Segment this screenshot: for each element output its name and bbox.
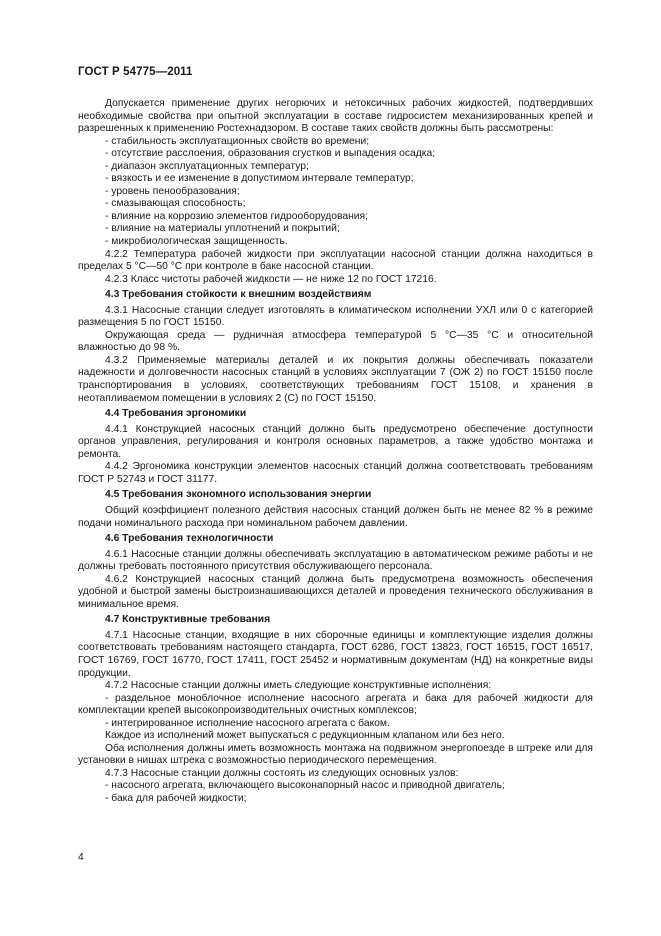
- paragraph: 4.7.2 Насосные станции должны иметь следующие конструктивные исполнения:: [105, 680, 492, 692]
- paragraph: 4.4.1 Конструкцией насосных станций должно быть предусмотрено обеспечение доступности органов управления, регулирования и контроля основных параметров, а также удобство монтажа и ремонта.: [78, 423, 593, 460]
- page-number: 4: [78, 852, 84, 863]
- paragraph: 4.3.1 Насосные станции следует изготовлять в климатическом исполнении УХЛ или 0 с категорией размещения 5 по ГОСТ 15150.: [78, 304, 593, 329]
- list-item: - отсутствие расслоения, образования сгустков и выпадения осадка;: [105, 148, 436, 160]
- paragraph: - раздельное моноблочное исполнение насосного агрегата и бака для рабочей жидкости для комплектации крепей высокопроизводительных очистных комплексов;: [78, 692, 593, 717]
- document-header: ГОСТ Р 54775—2011: [78, 66, 193, 78]
- paragraph: Окружающая среда — рудничная атмосфера температурой 5 °С—35 °С и относительной влажностью до 98 %.: [78, 329, 593, 354]
- section-heading: 4.4 Требования эргономики: [105, 408, 247, 420]
- list-item: - насосного агрегата, включающего высоконапорный насос и приводной двигатель;: [105, 780, 505, 792]
- paragraph: 4.6.2 Конструкцией насосных станций должна быть предусмотрена возможность обеспечения удобной и быстрой замены быстроизнашивающихся деталей и проведения технического обслуживания в минимальное время.: [78, 573, 593, 610]
- list-item: - влияние на материалы уплотнений и покрытий;: [105, 223, 340, 235]
- document-body: [78, 98, 593, 806]
- paragraph: Общий коэффициент полезного действия насосных станций должен быть не менее 82 % в режиме подачи номинального расхода при номинальном рабочем давлении.: [78, 504, 593, 529]
- list-item: - вязкость и ее изменение в допустимом интервале температур;: [105, 173, 414, 185]
- section-heading: 4.3 Требования стойкости к внешним воздействиям: [105, 289, 372, 301]
- paragraph: 4.2.3 Класс чистоты рабочей жидкости — не ниже 12 по ГОСТ 17216.: [105, 273, 437, 285]
- section-heading: 4.6 Требования технологичности: [105, 533, 274, 545]
- list-item: - диапазон эксплуатационных температур;: [105, 160, 309, 172]
- paragraph: 4.7.1 Насосные станции, входящие в них сборочные единицы и комплектующие изделия должны соответствовать требованиям настоящего стандарта, ГОСТ 6286, ГОСТ 13823, ГОСТ 16515, ГОСТ 16517, ГОСТ 16769, ГОСТ 16770, ГОСТ 17411, ГОСТ 25452 и нормативным документам (НД) на конкретные виды продукции.: [78, 629, 593, 679]
- list-item: - стабильность эксплуатационных свойств во времени;: [105, 135, 370, 147]
- paragraph: 4.4.2 Эргономика конструкции элементов насосных станций должна соответствовать требованиям ГОСТ Р 52743 и ГОСТ 31177.: [78, 461, 593, 485]
- section-heading: 4.5 Требования экономного использования энергии: [105, 489, 372, 501]
- list-item: - бака для рабочей жидкости;: [105, 792, 247, 804]
- paragraph: 4.3.2 Применяемые материалы деталей и их покрытия должны обеспечивать показатели надежности и долговечности насосных станций в условиях эксплуатации 7 (ОЖ 2) по ГОСТ 15150 после транспортирования в условиях, соответствующих требованиям ГОСТ 15108, и хранения в неотапливаемом помещении в условиях 2 (С) по ГОСТ 15150.: [78, 354, 593, 404]
- paragraph: 4.7.3 Насосные станции должны состоять из следующих основных узлов:: [105, 767, 459, 779]
- paragraph: 4.6.1 Насосные станции должны обеспечивать эксплуатацию в автоматическом режиме работы и не должны требовать постоянного присутствия обслуживающего персонала.: [78, 548, 593, 573]
- list-item: - микробиологическая защищенность.: [105, 236, 288, 248]
- list-item: - смазывающая способность;: [105, 198, 246, 210]
- paragraph: 4.2.2 Температура рабочей жидкости при эксплуатации насосной станции должна находиться в пределах 5 °С—50 °С при контроле в баке насосной станции.: [78, 248, 593, 273]
- paragraph: Каждое из исполнений может выпускаться с редукционным клапаном или без него.: [105, 730, 505, 742]
- list-item: - интегрированное исполнение насосного агрегата с баком.: [105, 717, 390, 729]
- paragraph: Оба исполнения должны иметь возможность монтажа на подвижном энергопоезде в штреке или для установки в нишах штрека с возможностью периодического перемещения.: [78, 742, 593, 767]
- paragraph: Допускается применение других негорючих и нетоксичных рабочих жидкостей, подтвердивших необходимые свойства при опытной эксплуатации в составе гидросистем механизированных крепей и разрешенных к применению Ростехнадзором. В составе таких свойств должны быть рассмотрены:: [78, 98, 593, 135]
- list-item: - влияние на коррозию элементов гидрооборудования;: [105, 210, 368, 222]
- list-item: - уровень пенообразования;: [105, 185, 240, 197]
- section-heading: 4.7 Конструктивные требования: [105, 614, 271, 626]
